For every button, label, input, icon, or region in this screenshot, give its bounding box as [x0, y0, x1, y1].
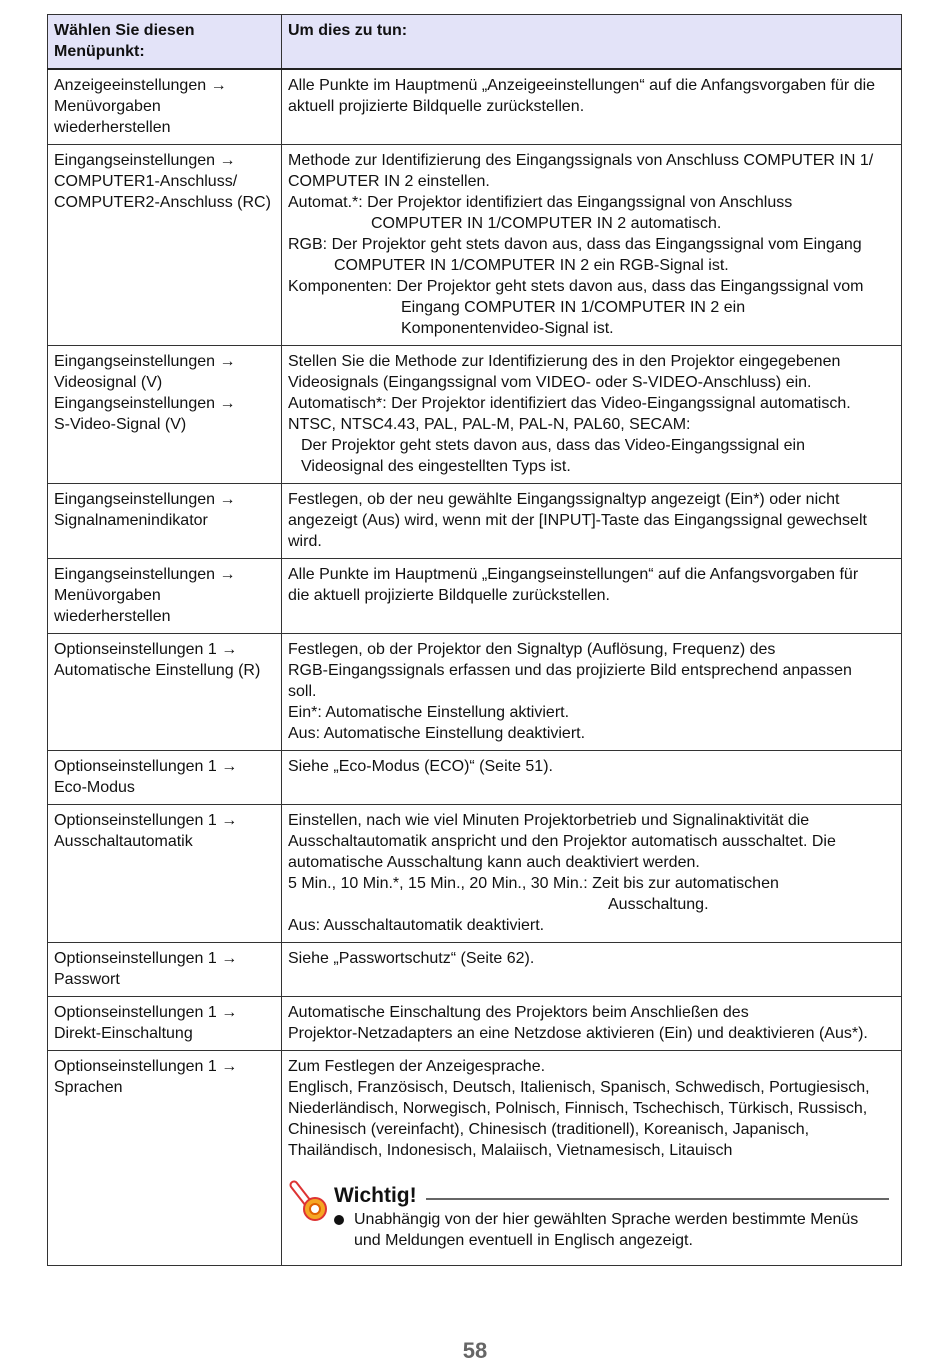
option-component-cont: Eingang COMPUTER IN 1/COMPUTER IN 2 ein Komponentenvideo-Signal ist.	[401, 299, 746, 337]
menu-path: Eingangseinstellungen → Videosignal (V) Eingangseinstellungen → S-Video-Signal (V)	[48, 346, 282, 484]
table-row	[48, 1051, 902, 1266]
table-row	[48, 145, 902, 346]
option-auto-cont: COMPUTER IN 1/COMPUTER IN 2 automatisch.	[371, 215, 722, 232]
description: Alle Punkte im Hauptmenü „Eingangseinstellungen“ auf die Anfangsvorgaben für die aktuell projizierte Bildquelle zurückstellen.	[288, 566, 859, 604]
menu-path: Anzeigeeinstellungen → Menüvorgaben wiederherstellen	[48, 69, 282, 145]
menu-path: Optionseinstellungen 1 → Automatische Einstellung (R)	[48, 634, 282, 751]
table-row	[48, 559, 902, 634]
description-cont: Der Projektor geht stets davon aus, dass das Video-Eingangssignal ein Videosignal des eingestellten Typs ist.	[301, 437, 806, 475]
divider	[426, 1198, 889, 1200]
menu-path: Optionseinstellungen 1 → Sprachen	[48, 1051, 282, 1266]
description-cont: Ausschaltung.	[608, 896, 709, 913]
table-row	[48, 634, 902, 751]
menu-path: Eingangseinstellungen → Menüvorgaben wiederherstellen	[48, 559, 282, 634]
table-row	[48, 943, 902, 997]
option-component: Komponenten: Der Projektor geht stets davon aus, dass das Eingangssignal vom	[288, 278, 864, 295]
option-rgb-cont: COMPUTER IN 1/COMPUTER IN 2 ein RGB-Signal ist.	[334, 257, 729, 274]
description: Siehe „Passwortschutz“ (Seite 62).	[288, 950, 535, 967]
page-number: 58	[462, 1338, 488, 1363]
description: Festlegen, ob der neu gewählte Eingangssignaltyp angezeigt (Ein*) oder nicht angezeigt (Aus) wird, wenn mit der [INPUT]-Taste das Eingangssignal gewechselt wird.	[288, 491, 867, 550]
menu-path: Optionseinstellungen 1 → Passwort	[48, 943, 282, 997]
option-rgb: RGB: Der Projektor geht stets davon aus, dass das Eingangssignal vom Eingang	[288, 236, 862, 253]
header-menu-item: Wählen Sie diesen Menüpunkt:	[48, 15, 282, 70]
description: Automatische Einschaltung des Projektors beim Anschließen des Projektor-Netzadapters an eine Netzdose aktivieren (Ein) und deaktivieren (Aus*).	[288, 1004, 868, 1042]
table-row	[48, 997, 902, 1051]
header-action: Um dies zu tun:	[282, 15, 902, 70]
option-off: Aus: Ausschaltautomatik deaktiviert.	[288, 917, 545, 934]
table-row	[48, 751, 902, 805]
description: Siehe „Eco-Modus (ECO)“ (Seite 51).	[288, 758, 553, 775]
table-header	[48, 15, 902, 70]
description: Zum Festlegen der Anzeigesprache. Englisch, Französisch, Deutsch, Italienisch, Spanisch, Schwedisch, Portugiesisch, Niederländisch, Norwegisch, Polnisch, Finnisch, Tschechisch, Türkisch, Russisch, Chinesisch (vereinfacht), Chinesisch (traditionell), Koreanisch, Japanisch, Thailändisch, Indonesisch, Malaiisch, Vietnamesisch, Litauisch	[288, 1058, 870, 1159]
description: Festlegen, ob der Projektor den Signaltyp (Auflösung, Frequenz) des RGB-Eingangssignals erfassen und das projizierte Bild entsprechend anpassen soll. Ein*: Automatische Einstellung aktiviert. Aus: Automatische Einstellung deaktiviert.	[288, 641, 852, 742]
menu-path: Optionseinstellungen 1 → Direkt-Einschaltung	[48, 997, 282, 1051]
description: Stellen Sie die Methode zur Identifizierung des in den Projektor eingegebenen Videosignals (Eingangssignal vom VIDEO- oder S-VIDEO-Anschluss) ein. Automatisch*: Der Projektor identifiziert das Video-Eingangssignal automatisch. NTSC, NTSC4.43, PAL, PAL-M, PAL-N, PAL60, SECAM:	[288, 353, 851, 433]
pin-icon	[288, 1179, 332, 1221]
menu-path: Eingangseinstellungen → COMPUTER1-Anschluss/ COMPUTER2-Anschluss (RC)	[48, 145, 282, 346]
option-auto: Automat.*: Der Projektor identifiziert das Eingangssignal von Anschluss	[288, 194, 793, 211]
bullet-text: Unabhängig von der hier gewählten Sprache werden bestimmte Menüs und Meldungen eventuell in Englisch angezeigt.	[354, 1211, 859, 1249]
bullet-icon	[334, 1215, 344, 1225]
menu-table	[47, 14, 902, 1266]
menu-path: Optionseinstellungen 1 → Eco-Modus	[48, 751, 282, 805]
important-bullet	[334, 1209, 884, 1251]
table-row	[48, 346, 902, 484]
table-row	[48, 805, 902, 943]
menu-path: Optionseinstellungen 1 → Ausschaltautomatik	[48, 805, 282, 943]
important-title: Wichtig!	[334, 1184, 417, 1207]
table-row	[48, 484, 902, 559]
table-row	[48, 69, 902, 145]
description: Methode zur Identifizierung des Eingangssignals von Anschluss COMPUTER IN 1/ COMPUTER IN 2 einstellen.	[288, 152, 874, 190]
description: Einstellen, nach wie viel Minuten Projektorbetrieb und Signalinaktivität die Ausschaltautomatik anspricht und den Projektor automatisch ausschaltet. Die automatische Ausschaltung kann auch deaktiviert werden. 5 Min., 10 Min.*, 15 Min., 20 Min., 30 Min.: Zeit bis zur automatischen	[288, 812, 836, 892]
important-note	[288, 1179, 895, 1259]
description: Alle Punkte im Hauptmenü „Anzeigeeinstellungen“ auf die Anfangsvorgaben für die aktuell projizierte Bildquelle zurückstellen.	[288, 77, 876, 115]
menu-path: Eingangseinstellungen → Signalnamenindikator	[48, 484, 282, 559]
